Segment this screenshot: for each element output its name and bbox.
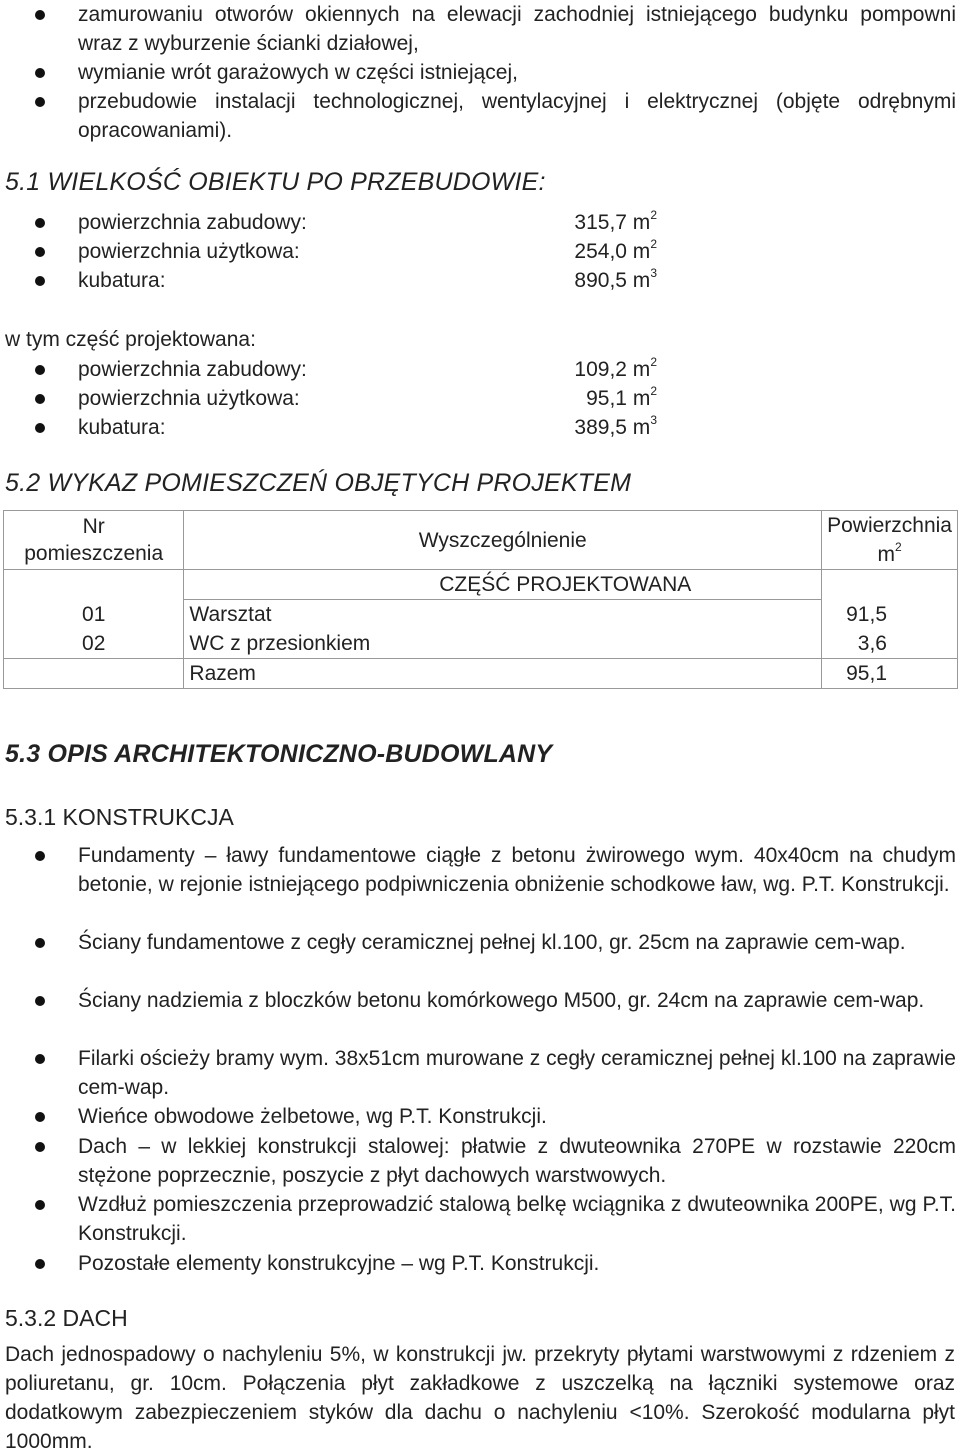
bullet-text: Ściany fundamentowe z cegły ceramicznej pełnej kl.100, gr. 25cm na zaprawie cem-wap. bbox=[78, 931, 906, 954]
bullet-text: Filarki ościeży bramy wym. 38x51cm murowane z cegły ceramicznej pełnej kl.100 na zaprawie cem-wap. bbox=[78, 1047, 956, 1099]
bullet-icon bbox=[35, 10, 45, 20]
room-area: 3,6 bbox=[857, 631, 887, 655]
room-area-cell bbox=[822, 600, 958, 659]
unit-exponent: 3 bbox=[650, 413, 657, 427]
bullet-text: Pozostałe elementy konstrukcyjne – wg P.T. Konstrukcji. bbox=[78, 1252, 600, 1275]
bullet-icon bbox=[35, 276, 45, 286]
bullet-icon bbox=[35, 68, 45, 78]
header-area-label: Powierzchnia m bbox=[827, 514, 952, 566]
room-nr: 01 bbox=[82, 602, 106, 626]
empty-cell bbox=[4, 659, 184, 689]
size-value bbox=[540, 355, 657, 384]
size-value bbox=[540, 208, 657, 237]
bullet-icon bbox=[35, 1259, 45, 1269]
roof-description: Dach jednospadowy o nachyleniu 5%, w konstrukcji jw. przekryty płytami warstwowymi z rdzeniem z poliuretanu, gr. 10cm. Połączenia płyt zakładkowe z uszczelką na łączniki systemowe oraz dodatkowym zabezpieczeniem styków dla dachu o nachyleniu <10%. Szerokość modularna płyt 1000mm. bbox=[5, 1343, 955, 1453]
bullet-icon bbox=[35, 247, 45, 257]
total-label: Razem bbox=[184, 659, 822, 689]
size-value-number: 109,2 m bbox=[574, 358, 651, 381]
bullet-icon bbox=[35, 938, 45, 948]
rooms-table bbox=[3, 510, 958, 689]
bullet-text: zamurowaniu otworów okiennych na elewacji zachodniej istniejącego budynku pompowni wraz z wyburzenie ścianki działowej, bbox=[78, 3, 956, 55]
bullet-icon bbox=[35, 97, 45, 107]
bullet-text: wymianie wrót garażowych w części istniejącej, bbox=[78, 61, 518, 84]
room-area: 91,5 bbox=[846, 602, 887, 626]
bullet-icon bbox=[35, 1200, 45, 1210]
bullet-icon bbox=[35, 365, 45, 375]
sub-label: w tym część projektowana: bbox=[5, 328, 256, 351]
header-area bbox=[822, 511, 958, 570]
bullet-icon bbox=[35, 218, 45, 228]
size-value-number: 315,7 m bbox=[574, 211, 651, 234]
table-header-row bbox=[4, 511, 958, 570]
size-label: kubatura: bbox=[78, 416, 166, 439]
empty-cell bbox=[822, 570, 958, 600]
unit-exponent: 2 bbox=[894, 540, 902, 554]
header-nr-line1: Nr bbox=[82, 515, 105, 538]
bullet-icon bbox=[35, 394, 45, 404]
size-label: powierzchnia zabudowy: bbox=[78, 211, 307, 234]
header-nr-line2: pomieszczenia bbox=[24, 542, 164, 565]
bullet-text: Dach – w lekkiej konstrukcji stalowej: płatwie z dwuteownika 270PE w rozstawie 220cm stężone poprzecznie, poszycie z płyt dachowych warstwowych. bbox=[78, 1135, 956, 1187]
size-value-number: 95,1 m bbox=[586, 387, 651, 410]
room-name: WC z przesionkiem bbox=[189, 632, 371, 655]
section-heading-5-2: 5.2 WYKAZ POMIESZCZEŃ OBJĘTYCH PROJEKTEM bbox=[5, 469, 632, 497]
table-row bbox=[4, 600, 958, 659]
room-name-cell bbox=[184, 600, 822, 659]
subsection-heading-5-3-2: 5.3.2 DACH bbox=[5, 1305, 128, 1331]
size-value-number: 389,5 m bbox=[574, 416, 651, 439]
empty-cell bbox=[4, 570, 184, 600]
bullet-text: przebudowie instalacji technologicznej, wentylacyjnej i elektrycznej (objęte odrębnymi opracowaniami). bbox=[78, 90, 956, 142]
unit-exponent: 2 bbox=[650, 355, 657, 369]
bullet-text: Fundamenty – ławy fundamentowe ciągłe z betonu żwirowego wym. 40x40cm na chudym betonie, w rejonie istniejącego podpiwniczenia obniżenie schodkowe ław, wg. P.T. Konstrukcji. bbox=[78, 844, 956, 896]
bullet-icon bbox=[35, 423, 45, 433]
bullet-text: Wzdłuż pomieszczenia przeprowadzić stalową belkę wciągnika z dwuteownika 200PE, wg P.T. Konstrukcji. bbox=[78, 1193, 956, 1245]
room-nr-cell bbox=[4, 600, 184, 659]
section-heading-5-3: 5.3 OPIS ARCHITEKTONICZNO-BUDOWLANY bbox=[5, 740, 553, 768]
bullet-icon bbox=[35, 851, 45, 861]
size-label: powierzchnia użytkowa: bbox=[78, 387, 300, 410]
section-heading-5-1: 5.1 WIELKOŚĆ OBIEKTU PO PRZEBUDOWIE: bbox=[5, 168, 546, 196]
size-value-number: 254,0 m bbox=[574, 240, 651, 263]
header-nr bbox=[4, 511, 184, 570]
bullet-icon bbox=[35, 1054, 45, 1064]
size-value bbox=[540, 237, 657, 266]
size-value bbox=[540, 384, 657, 413]
subsection-heading-5-3-1: 5.3.1 KONSTRUKCJA bbox=[5, 804, 234, 830]
size-value bbox=[540, 266, 657, 295]
bullet-text: Wieńce obwodowe żelbetowe, wg P.T. Konstrukcji. bbox=[78, 1105, 547, 1128]
total-row bbox=[4, 659, 958, 689]
size-value-number: 890,5 m bbox=[574, 269, 651, 292]
size-label: powierzchnia zabudowy: bbox=[78, 358, 307, 381]
unit-exponent: 2 bbox=[650, 384, 657, 398]
section-row bbox=[4, 570, 958, 600]
size-label: kubatura: bbox=[78, 269, 166, 292]
size-value bbox=[540, 413, 657, 442]
room-nr: 02 bbox=[82, 631, 106, 655]
unit-exponent: 2 bbox=[650, 208, 657, 222]
room-name: Warsztat bbox=[189, 603, 272, 626]
size-label: powierzchnia użytkowa: bbox=[78, 240, 300, 263]
unit-exponent: 3 bbox=[650, 266, 657, 280]
total-value: 95,1 bbox=[822, 659, 958, 689]
header-description: Wyszczególnienie bbox=[184, 511, 822, 570]
bullet-icon bbox=[35, 1142, 45, 1152]
bullet-icon bbox=[35, 996, 45, 1006]
unit-exponent: 2 bbox=[650, 237, 657, 251]
section-label: CZĘŚĆ PROJEKTOWANA bbox=[184, 570, 822, 600]
bullet-text: Ściany nadziemia z bloczków betonu komórkowego M500, gr. 24cm na zaprawie cem-wap. bbox=[78, 989, 925, 1012]
bullet-icon bbox=[35, 1112, 45, 1122]
